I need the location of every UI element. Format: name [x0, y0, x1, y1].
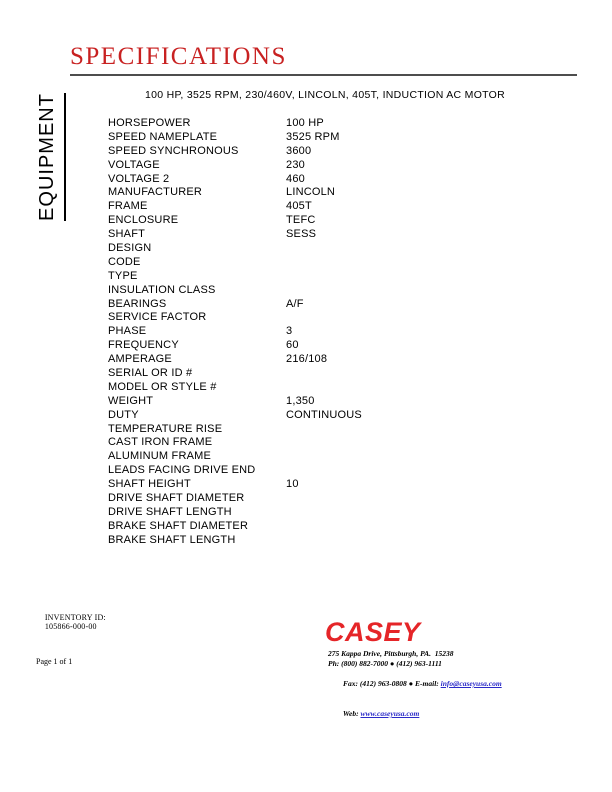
spec-row: [108, 284, 568, 298]
spec-value: [286, 423, 568, 437]
spec-row: [108, 409, 568, 423]
spec-label: AMPERAGE: [108, 353, 172, 366]
spec-row: [108, 506, 568, 520]
spec-label: TYPE: [108, 269, 138, 282]
spec-label: FREQUENCY: [108, 339, 179, 352]
spec-label: ENCLOSURE: [108, 214, 179, 227]
spec-label: VOLTAGE 2: [108, 172, 170, 185]
inventory-id-line: [36, 604, 113, 640]
spec-row: [108, 395, 568, 409]
address-line: 275 Kappa Drive, Pittsburgh, PA. 15238: [328, 649, 454, 658]
spec-label: SHAFT: [108, 228, 146, 241]
spec-label: SERIAL OR ID #: [108, 367, 193, 380]
spec-label: SERVICE FACTOR: [108, 311, 207, 324]
company-address: [328, 649, 502, 729]
spec-label: DRIVE SHAFT DIAMETER: [108, 492, 245, 505]
spec-row: [108, 200, 568, 214]
spec-value: [286, 492, 568, 506]
spec-label: CODE: [108, 255, 141, 268]
spec-row: [108, 450, 568, 464]
spec-value: [286, 450, 568, 464]
spec-label: SPEED NAMEPLATE: [108, 130, 218, 143]
title-underline: [70, 74, 577, 76]
spec-value: 10: [286, 478, 299, 491]
spec-value: [286, 464, 568, 478]
spec-value: SESS: [286, 228, 317, 241]
spec-label: BEARINGS: [108, 297, 167, 310]
spec-row: [108, 436, 568, 450]
spec-row: [108, 534, 568, 548]
spec-row: [108, 325, 568, 339]
spec-row: [108, 242, 568, 256]
web-line: [328, 699, 502, 729]
web-prefix: Web:: [342, 709, 361, 718]
spec-value: [286, 256, 568, 270]
spec-label: WEIGHT: [108, 394, 154, 407]
spec-value: [286, 367, 568, 381]
spec-value: [286, 270, 568, 284]
spec-label: MANUFACTURER: [108, 186, 203, 199]
spec-label: BRAKE SHAFT LENGTH: [108, 533, 236, 546]
spec-label: DRIVE SHAFT LENGTH: [108, 505, 232, 518]
email-link[interactable]: info@caseyusa.com: [440, 679, 502, 688]
spec-value: [286, 284, 568, 298]
spec-row: [108, 381, 568, 395]
spec-row: [108, 311, 568, 325]
spec-label: MODEL OR STYLE #: [108, 380, 217, 393]
spec-row: [108, 159, 568, 173]
spec-label: TEMPERATURE RISE: [108, 422, 223, 435]
spec-value: 60: [286, 339, 299, 352]
spec-label: PHASE: [108, 325, 147, 338]
inventory-id-label: INVENTORY ID:: [44, 613, 106, 622]
spec-value: 3525 RPM: [286, 130, 340, 143]
spec-value: 405T: [286, 200, 312, 213]
spec-row: [108, 339, 568, 353]
spec-row: [108, 270, 568, 284]
spec-table: [108, 117, 568, 548]
spec-label: DESIGN: [108, 242, 152, 255]
spec-row: [108, 256, 568, 270]
spec-row: [108, 186, 568, 200]
spec-value: 216/108: [286, 353, 328, 366]
spec-row: [108, 117, 568, 131]
spec-label: BRAKE SHAFT DIAMETER: [108, 519, 249, 532]
spec-row: [108, 298, 568, 312]
sidebar-label-equipment: EQUIPMENT: [36, 93, 58, 221]
spec-row: [108, 353, 568, 367]
spec-row: [108, 464, 568, 478]
page-title: SPECIFICATIONS: [70, 43, 287, 70]
spec-value: [286, 534, 568, 548]
spec-label: SHAFT HEIGHT: [108, 478, 191, 491]
spec-row: [108, 173, 568, 187]
spec-value: 230: [286, 158, 305, 171]
fax-email-prefix: Fax: (412) 963-0808 ● E-mail:: [343, 679, 441, 688]
sidebar-divider: [64, 93, 66, 221]
spec-value: 460: [286, 172, 305, 185]
spec-label: FRAME: [108, 200, 148, 213]
page-number: Page 1 of 1: [36, 657, 73, 666]
website-link[interactable]: www.caseyusa.com: [360, 709, 420, 718]
spec-row: [108, 478, 568, 492]
spec-label: VOLTAGE: [108, 158, 160, 171]
spec-value: 3600: [286, 144, 312, 157]
spec-label: INSULATION CLASS: [108, 283, 216, 296]
spec-value: TEFC: [286, 214, 316, 227]
spec-value: [286, 436, 568, 450]
equipment-subtitle: 100 HP, 3525 RPM, 230/460V, LINCOLN, 405T, INDUCTION AC MOTOR: [144, 89, 506, 101]
spec-label: DUTY: [108, 408, 139, 421]
spec-label: CAST IRON FRAME: [108, 436, 213, 449]
spec-value: [286, 520, 568, 534]
spec-label: SPEED SYNCHRONOUS: [108, 144, 239, 157]
spec-value: CONTINUOUS: [286, 408, 362, 421]
company-logo: CASEY: [325, 617, 421, 647]
spec-value: [286, 311, 568, 325]
spec-label: HORSEPOWER: [108, 117, 191, 129]
spec-row: [108, 145, 568, 159]
spec-row: [108, 131, 568, 145]
spec-row: [108, 423, 568, 437]
spec-row: [108, 214, 568, 228]
spec-value: LINCOLN: [286, 186, 336, 199]
company-block: [325, 617, 502, 729]
spec-label: ALUMINUM FRAME: [108, 450, 212, 463]
spec-row: [108, 492, 568, 506]
spec-value: 100 HP: [286, 117, 324, 129]
phone-line: Ph: (800) 882-7000 ● (412) 963-1111: [328, 659, 442, 668]
fax-email-line: [328, 669, 502, 699]
inventory-id-value: 105866-000-00: [44, 622, 97, 631]
spec-value: 3: [286, 325, 293, 338]
spec-value: 1,350: [286, 394, 315, 407]
spec-row: [108, 367, 568, 381]
spec-value: [286, 242, 568, 256]
spec-row: [108, 228, 568, 242]
spec-value: [286, 506, 568, 520]
spec-row: [108, 520, 568, 534]
spec-value: A/F: [286, 297, 304, 310]
spec-value: [286, 381, 568, 395]
spec-label: LEADS FACING DRIVE END: [108, 464, 256, 477]
